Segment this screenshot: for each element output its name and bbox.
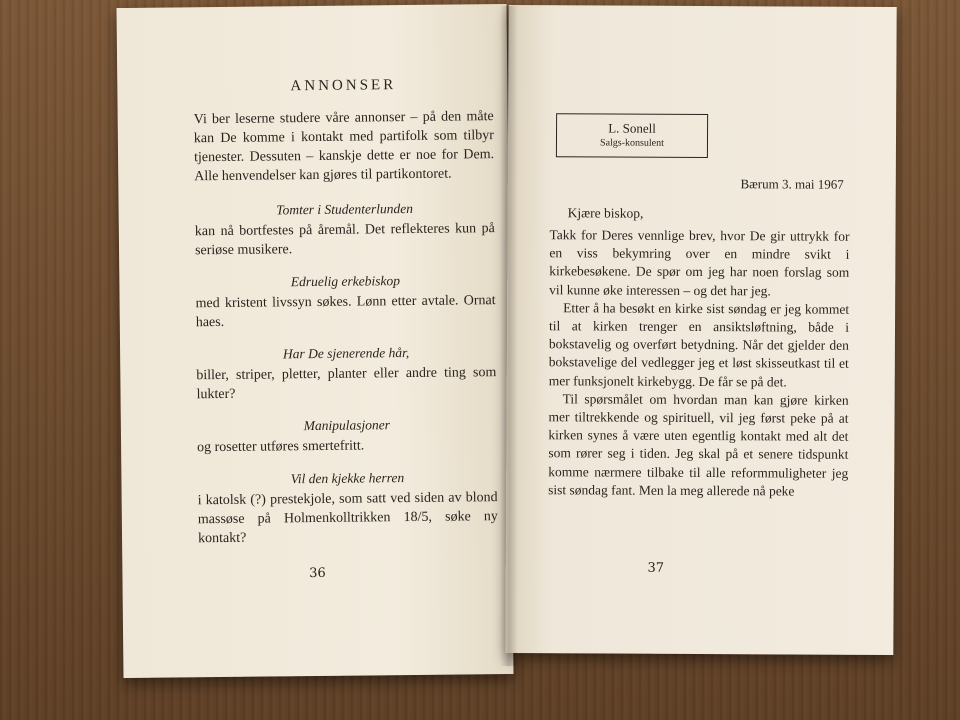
left-page-content (193, 76, 498, 562)
ad-body: i katolsk (?) prestekjole, som satt ved siden av blond massøse på Holmenkolltrikken 18/5, søke ny kontakt? (197, 490, 498, 547)
right-page (505, 5, 896, 655)
ad-title: Tomter i Studenterlunden (276, 200, 414, 218)
ad-body: med kristent livssyn søkes. Lønn etter avtale. Ornat haes. (195, 293, 496, 331)
page-number-right: 37 (647, 560, 665, 576)
letterhead-box (556, 113, 708, 158)
letter-greeting: Kjære biskop, (567, 205, 644, 221)
ad-body: kan nå bortfestes på åremål. Det reflekteres kun på seriøse musikere. (194, 221, 495, 259)
ad-item (195, 271, 496, 332)
ad-body: og rosetter utføres smertefritt. (197, 438, 365, 456)
letter-paragraph: Etter å ha besøkt en kirke sist søndag er jeg kommet til at kirken trenger en ansiktsløftning, både i bokstavelig og overført betydning. Når det gjelder den bokstavelige del vedlegger jeg et løst skisseutkast til et mer funksjonelt kirkebygg. De får se på det. (548, 300, 850, 390)
ad-title: Edruelig erkebiskop (290, 273, 400, 290)
page-number-left: 36 (309, 565, 326, 582)
letterhead-name: L. Sonell (608, 120, 656, 136)
page-heading: ANNONSER (290, 77, 397, 95)
ad-title: Har De sjenerende hår, (282, 345, 410, 362)
intro-paragraph: Vi ber leserne studere våre annonser – på den måte kan De komme i kontakt med partifolk som tilbyr tjenester. Dessuten – kanskje dette er noe for Dem. Alle henvendelser kan gjøres til partikontoret. (193, 109, 495, 185)
letter-date: Bærum 3. mai 1967 (740, 176, 844, 192)
ad-title: Manipulasjoner (303, 417, 391, 434)
ad-item (197, 468, 498, 548)
book-gutter (500, 6, 518, 666)
letterhead-title: Salgs-konsulent (599, 137, 664, 149)
letter-paragraph: Til spørsmålet om hvordan man kan gjøre kirken mer tiltrekkende og spirituell, vil jeg først peke på at kirken synes å være uten egentlig kontakt med alt det som rører seg i tiden. Jeg skal på et senere tidspunkt komme nærmere tilbake til alle reformmuligheter jeg sist søndag fant. Men la meg allerede nå peke (548, 391, 849, 499)
ad-body: biller, striper, pletter, planter eller andre ting som lukter? (196, 365, 497, 403)
ad-item (196, 343, 497, 404)
right-page-content (548, 113, 850, 501)
ad-item (197, 415, 497, 457)
letter-paragraph: Takk for Deres vennlige brev, hvor De gir uttrykk for en viss bekymring over en mindre svikt i kirkebesøkene. De spør om jeg har noen forslag som vil kunne øke interessen – og det har jeg. (549, 227, 850, 298)
left-page (117, 4, 514, 678)
ad-item (195, 199, 496, 260)
ad-title: Vil den kjekke herren (290, 470, 405, 487)
